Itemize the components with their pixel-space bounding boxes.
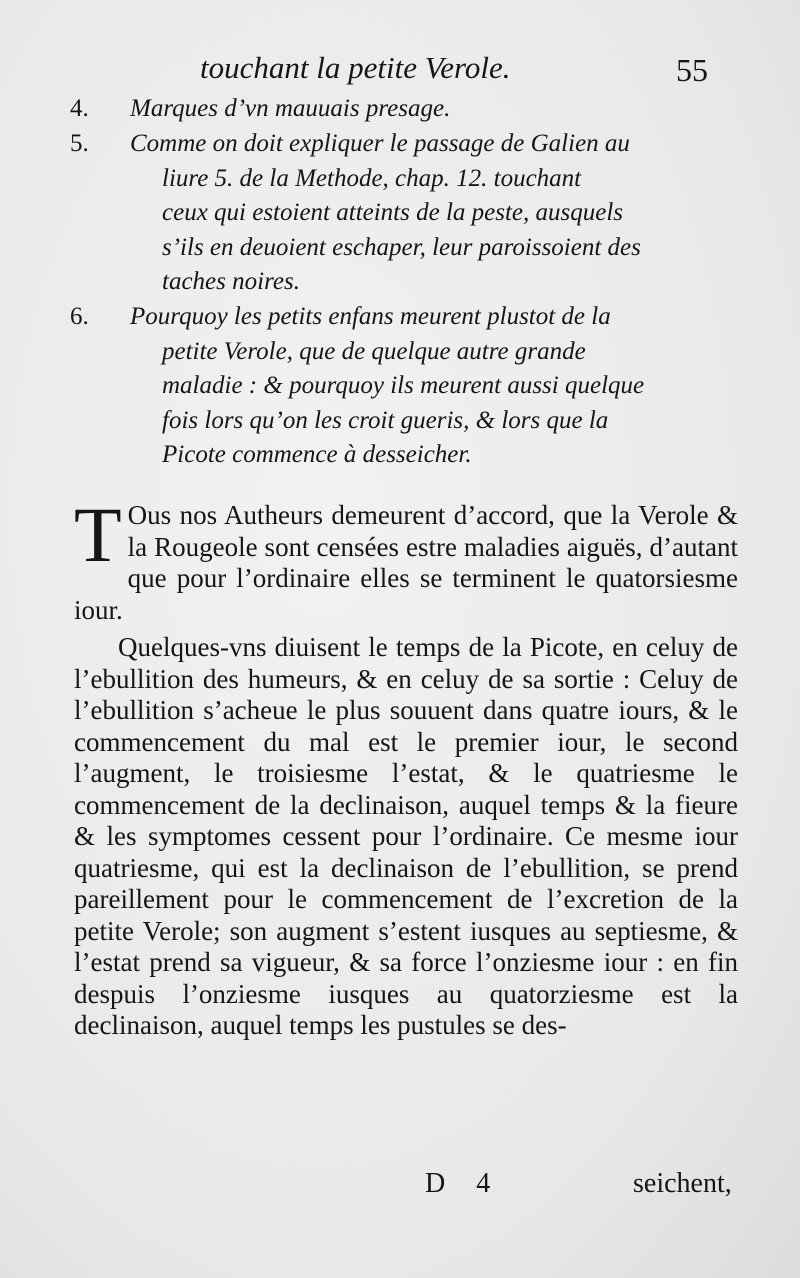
paragraph-text: Ous nos Autheurs demeurent d’accord, que la Verole & la Rougeole sont censées estre maladies aiguës, d’autant que pour l’ordinaire elles se terminent le quatorsiesme iour. [74, 500, 738, 625]
paragraph-text: Quelques-vns diuisent le temps de la Picote, en celuy de l’ebullition des humeurs, & en celuy de sa sortie : Celuy de l’ebullition s’acheue le plus souuent dans quatre iours, & le commencement du mal est le premier iour, le second l’augment, le troisiesme l’estat, & le quatriesme le commencement de la declinaison, auquel temps & la fieure & les symptomes cessent pour l’ordinaire. Ce mesme iour quatriesme, qui est la declinaison de l’ebullition, se prend pareillement pour le commencement de l’excretion de la petite Verole; son augment s’estent iusques au septiesme, & l’estat prend sa vigueur, & sa force l’onziesme iour : en fin despuis l’onziesme iusques au quatorziesme est la declinaison, auquel temps les pustules se des- [74, 632, 738, 1040]
list-item [70, 300, 730, 473]
item-line: Picote commence à desseicher. [162, 441, 472, 469]
list-item [70, 127, 730, 300]
item-line: Comme on doit expliquer le passage de Galien au [130, 130, 630, 157]
running-title: touchant la petite Verole. [200, 50, 511, 85]
item-line: ceux qui estoient atteints de la peste, ausquels [162, 199, 624, 227]
drop-cap: T [74, 491, 122, 578]
signature-mark: D 4 [425, 1168, 503, 1199]
item-line: Pourquoy les petits enfans meurent plustot de la [130, 303, 611, 330]
item-number: 6. [70, 303, 89, 330]
paragraph [74, 491, 738, 626]
page-number: 55 [676, 52, 708, 88]
item-number: 4. [70, 95, 89, 122]
main-text [74, 491, 738, 1042]
item-line: taches noires. [162, 268, 300, 296]
item-line: fois lors qu’on les croit gueris, & lors que la [162, 406, 609, 434]
item-line: petite Verole, que de quelque autre grande [162, 337, 586, 365]
item-line: Marques d’vn mauuais presage. [130, 95, 451, 122]
catchword: seichent, [633, 1168, 732, 1199]
item-line: maladie : & pourquoy ils meurent aussi quelque [162, 372, 645, 400]
item-number: 5. [70, 130, 89, 157]
list-item [70, 92, 730, 127]
item-line: s’ils en deuoient eschaper, leur paroissoient des [162, 233, 641, 261]
paragraph [74, 632, 738, 1042]
item-line: liure 5. de la Methode, chap. 12. touchant [162, 164, 582, 192]
